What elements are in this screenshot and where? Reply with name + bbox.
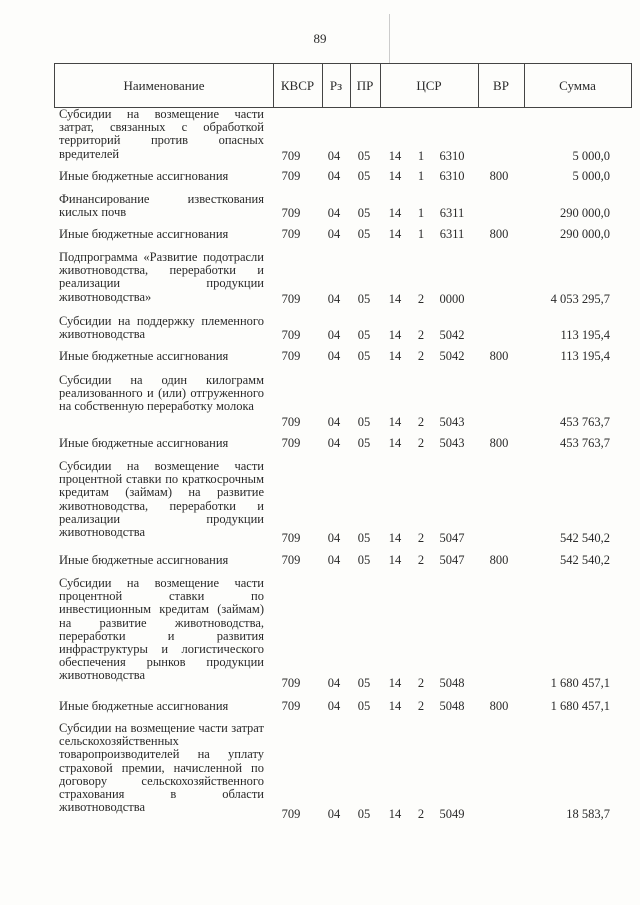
row-csr-subprogram: 1 [417,169,425,183]
row-pr: 05 [357,676,371,690]
row-kvsr: 709 [281,676,301,690]
header-name: Наименование [123,78,205,93]
row-pr: 05 [357,206,371,220]
row-kvsr: 709 [281,328,301,342]
row-csr-code: 5049 [439,807,465,821]
row-name: Финансирование известкования кислых почв [59,192,264,220]
row-sum: 18 583,7 [566,807,610,821]
row-pr: 05 [357,292,371,306]
row-kvsr: 709 [281,415,301,429]
row-name: Субсидии на поддержку племенного животноводства [59,314,264,342]
row-name: Иные бюджетные ассигнования [59,699,229,713]
row-csr-code: 6311 [439,206,465,220]
row-rz: 04 [327,531,341,545]
column-guide-line [389,14,390,63]
row-csr-program: 14 [388,349,402,363]
row-pr: 05 [357,328,371,342]
row-csr-subprogram: 2 [417,553,425,567]
row-kvsr: 709 [281,531,301,545]
row-rz: 04 [327,328,341,342]
row-vr: 800 [489,169,509,183]
row-pr: 05 [357,531,371,545]
row-csr-subprogram: 1 [417,227,425,241]
row-csr-program: 14 [388,415,402,429]
row-csr-program: 14 [388,292,402,306]
row-csr-code: 5042 [439,349,465,363]
row-csr-code: 6310 [439,149,465,163]
row-csr-code: 5048 [439,676,465,690]
row-csr-subprogram: 1 [417,206,425,220]
row-csr-program: 14 [388,206,402,220]
row-vr: 800 [489,553,509,567]
row-csr-code: 5047 [439,531,465,545]
row-sum: 453 763,7 [560,436,610,450]
row-rz: 04 [327,227,341,241]
row-name: Иные бюджетные ассигнования [59,169,229,183]
row-csr-subprogram: 2 [417,676,425,690]
row-kvsr: 709 [281,699,301,713]
row-csr-subprogram: 2 [417,415,425,429]
row-name: Иные бюджетные ассигнования [59,553,229,567]
row-name: Субсидии на возмещение части затрат, связанных с обработкой территорий против опасных вредителей [59,107,264,161]
page-number: 89 [313,31,327,46]
row-csr-program: 14 [388,227,402,241]
row-sum: 113 195,4 [560,349,610,363]
row-csr-code: 5043 [439,415,465,429]
row-pr: 05 [357,149,371,163]
row-vr: 800 [489,436,509,450]
row-name: Подпрограмма «Развитие подотрасли животноводства, переработки и реализации продукции животноводства» [59,250,264,304]
row-pr: 05 [357,227,371,241]
row-kvsr: 709 [281,206,301,220]
row-csr-code: 6311 [439,227,465,241]
row-sum: 542 540,2 [560,553,610,567]
row-pr: 05 [357,169,371,183]
row-sum: 1 680 457,1 [550,676,610,690]
row-rz: 04 [327,292,341,306]
row-rz: 04 [327,206,341,220]
row-rz: 04 [327,349,341,363]
header-kvsr: КВСР [280,78,315,93]
row-rz: 04 [327,436,341,450]
row-kvsr: 709 [281,807,301,821]
row-name: Иные бюджетные ассигнования [59,227,229,241]
table-header [54,63,632,108]
row-csr-subprogram: 2 [417,807,425,821]
row-vr: 800 [489,349,509,363]
row-csr-subprogram: 2 [417,349,425,363]
header-sum: Сумма [559,78,596,93]
row-csr-code: 5048 [439,699,465,713]
row-csr-program: 14 [388,676,402,690]
row-kvsr: 709 [281,349,301,363]
row-rz: 04 [327,415,341,429]
row-csr-subprogram: 2 [417,328,425,342]
row-csr-program: 14 [388,436,402,450]
row-sum: 542 540,2 [560,531,610,545]
row-kvsr: 709 [281,436,301,450]
row-vr: 800 [489,699,509,713]
row-pr: 05 [357,553,371,567]
row-csr-subprogram: 1 [417,149,425,163]
row-kvsr: 709 [281,227,301,241]
row-rz: 04 [327,676,341,690]
row-csr-code: 6310 [439,169,465,183]
row-rz: 04 [327,169,341,183]
row-name: Субсидии на возмещение части процентной ставки по краткосрочным кредитам (займам) на развитие животноводства, переработки и реализации продукции животноводства [59,459,264,540]
row-sum: 4 053 295,7 [550,292,610,306]
row-csr-program: 14 [388,553,402,567]
header-csr: ЦСР [416,78,442,93]
row-sum: 5 000,0 [572,149,610,163]
row-rz: 04 [327,699,341,713]
row-sum: 113 195,4 [560,328,610,342]
row-csr-program: 14 [388,807,402,821]
row-name: Субсидии на возмещение части затрат сельскохозяйственных товаропроизводителей на уплату страховой премии, начисленной по договору сельскохозяйственного страхования в области животноводства [59,721,264,815]
row-csr-code: 5042 [439,328,465,342]
row-kvsr: 709 [281,553,301,567]
row-name: Иные бюджетные ассигнования [59,436,229,450]
row-pr: 05 [357,349,371,363]
row-csr-subprogram: 2 [417,699,425,713]
row-csr-program: 14 [388,699,402,713]
row-csr-subprogram: 2 [417,292,425,306]
row-name: Иные бюджетные ассигнования [59,349,229,363]
row-pr: 05 [357,699,371,713]
header-rz: Рз [329,78,343,93]
row-csr-program: 14 [388,328,402,342]
row-rz: 04 [327,553,341,567]
header-pr: ПР [356,78,374,93]
row-csr-code: 5047 [439,553,465,567]
row-rz: 04 [327,149,341,163]
row-vr: 800 [489,227,509,241]
row-sum: 1 680 457,1 [550,699,610,713]
row-sum: 290 000,0 [560,227,610,241]
row-kvsr: 709 [281,292,301,306]
row-csr-program: 14 [388,149,402,163]
row-sum: 5 000,0 [572,169,610,183]
row-pr: 05 [357,415,371,429]
row-sum: 290 000,0 [560,206,610,220]
row-csr-code: 5043 [439,436,465,450]
row-csr-program: 14 [388,531,402,545]
row-csr-program: 14 [388,169,402,183]
row-name: Субсидии на один килограмм реализованного и (или) отгруженного на собственную переработку молока [59,373,264,414]
row-csr-subprogram: 2 [417,531,425,545]
row-name: Субсидии на возмещение части процентной ставки по инвестиционным кредитам (займам) на развитие животноводства, переработки и развития инфраструктуры и логистического обеспечения рынков продукции животноводства [59,576,264,683]
row-kvsr: 709 [281,149,301,163]
row-kvsr: 709 [281,169,301,183]
header-vr: ВР [493,78,509,93]
row-csr-subprogram: 2 [417,436,425,450]
row-pr: 05 [357,436,371,450]
row-sum: 453 763,7 [560,415,610,429]
row-rz: 04 [327,807,341,821]
row-pr: 05 [357,807,371,821]
row-csr-code: 0000 [439,292,465,306]
